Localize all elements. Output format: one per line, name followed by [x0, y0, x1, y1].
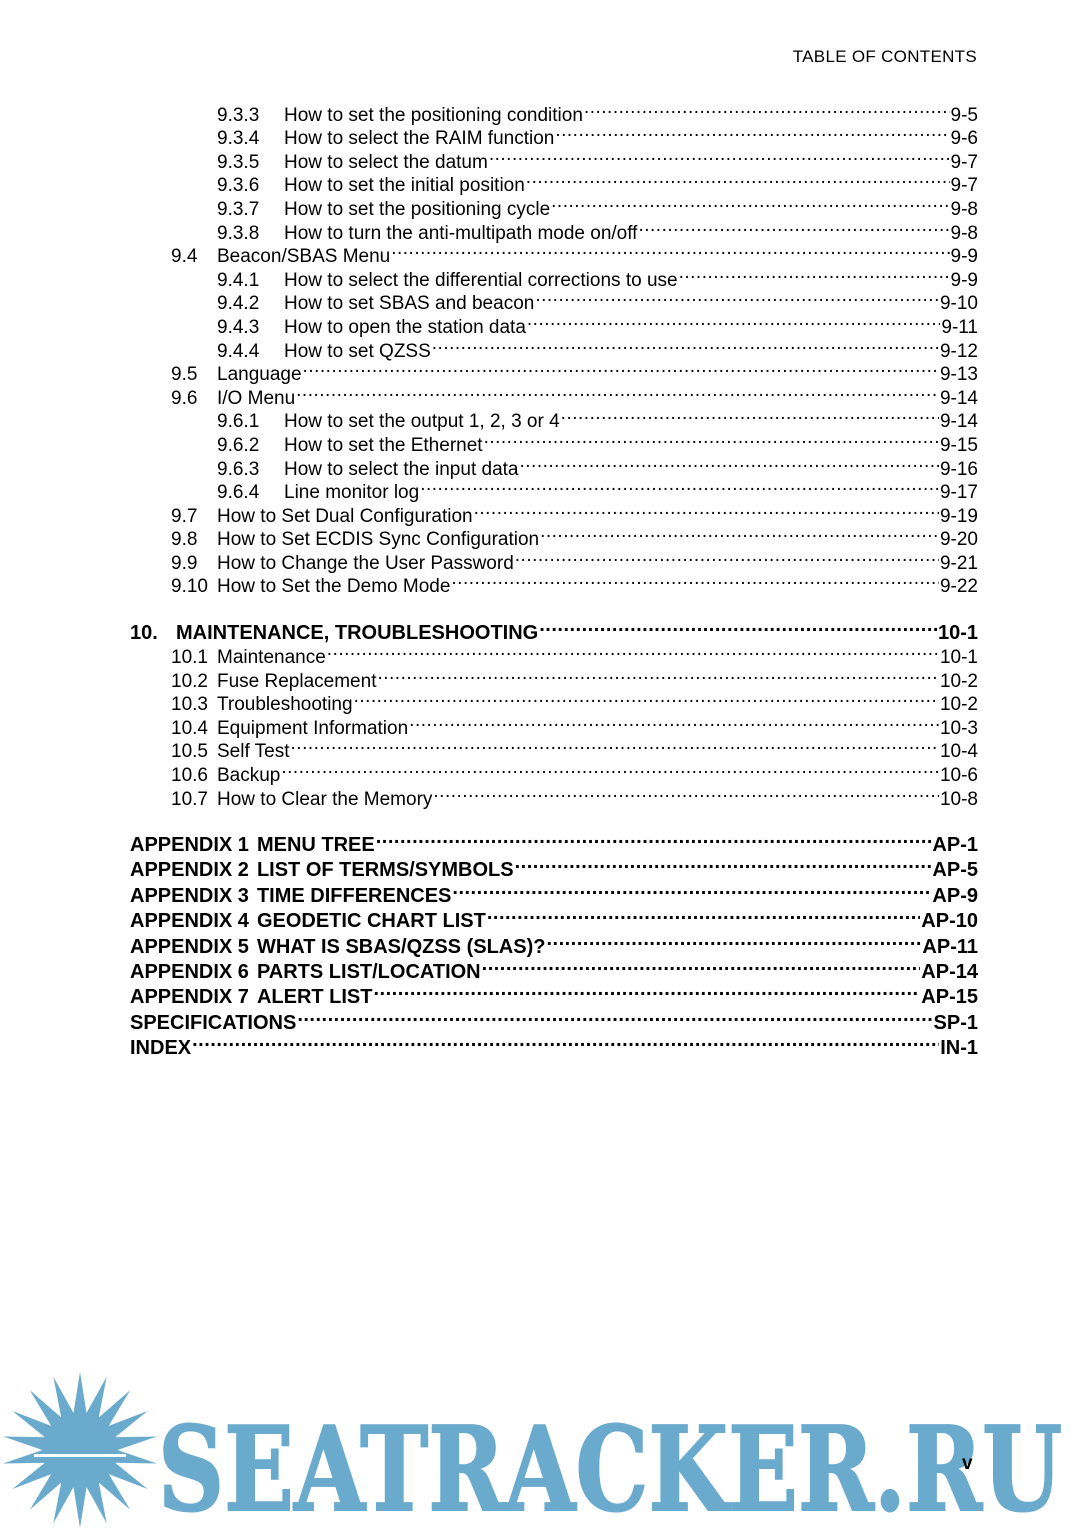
appendix-title: WHAT IS SBAS/QZSS (SLAS)? — [256, 935, 546, 958]
entry-title: How to Change the User Password — [217, 552, 514, 574]
entry-title: Troubleshooting — [217, 694, 353, 716]
entry-page: 9-11 — [941, 316, 978, 338]
entry-page: 9-7 — [950, 175, 978, 197]
entry-page: 9-8 — [950, 198, 978, 220]
entry-title: How to set the Ethernet — [284, 434, 483, 456]
appendix-page: IN-1 — [940, 1037, 978, 1060]
entry-title: How to Set the Demo Mode — [217, 576, 451, 598]
entry-number: 9.3.7 — [217, 198, 260, 220]
dot-leader — [515, 851, 932, 876]
entry-number: 9.9 — [171, 552, 198, 574]
chapter-number: 10. — [130, 622, 158, 645]
dot-leader — [638, 215, 949, 239]
dot-leader — [281, 757, 939, 781]
watermark-logo — [0, 1368, 1080, 1528]
watermark-text: SEATRACKER.RU — [158, 1402, 1062, 1528]
dot-leader — [327, 639, 939, 663]
dot-leader — [192, 1029, 939, 1054]
entry-title: Language — [217, 364, 302, 386]
entry-number: 9.4.1 — [217, 269, 260, 291]
appendix-page: AP-1 — [932, 834, 978, 857]
entry-title: How to Clear the Memory — [217, 788, 433, 810]
entry-number: 9.6.2 — [217, 434, 260, 456]
appendix-number: APPENDIX 5 — [130, 935, 249, 958]
dot-leader — [679, 262, 950, 286]
chapter-page: 10-1 — [937, 622, 978, 645]
entry-title: How to select the RAIM function — [284, 128, 555, 150]
sun-icon — [0, 1368, 1080, 1528]
dot-leader — [482, 953, 921, 978]
page-number: v — [962, 1453, 973, 1474]
entry-title: How to set the positioning cycle — [284, 198, 551, 220]
entry-title: How to set the initial position — [284, 175, 525, 197]
appendix-title: SPECIFICATIONS — [130, 1011, 297, 1034]
entry-title: Backup — [217, 765, 281, 787]
dot-leader — [484, 427, 939, 451]
dot-leader — [535, 286, 939, 310]
dot-leader — [584, 97, 950, 121]
entry-title: I/O Menu — [217, 387, 296, 409]
entry-page: 10-2 — [939, 694, 978, 716]
dot-leader — [551, 191, 949, 215]
entry-page: 9-10 — [939, 293, 978, 315]
entry-page: 9-5 — [950, 104, 978, 126]
appendix-title: INDEX — [130, 1037, 192, 1060]
dot-leader — [515, 545, 939, 569]
entry-title: How to turn the anti-multipath mode on/off — [284, 222, 638, 244]
entry-page: 10-1 — [939, 647, 978, 669]
appendix-page: AP-10 — [921, 910, 978, 933]
entry-page: 9-19 — [939, 505, 978, 527]
entry-title: How to select the differential corrections to use — [284, 269, 678, 291]
appendix-title: ALERT LIST — [256, 986, 373, 1009]
dot-leader — [376, 826, 932, 851]
dot-leader — [296, 380, 939, 404]
appendix-page: AP-9 — [932, 884, 978, 907]
entry-title: Equipment Information — [217, 717, 409, 739]
entry-number: 9.7 — [171, 505, 198, 527]
dot-leader — [409, 710, 939, 734]
entry-page: 9-13 — [939, 364, 978, 386]
entry-title: How to set SBAS and beacon — [284, 293, 535, 315]
appendix-number: APPENDIX 7 — [130, 986, 249, 1009]
entry-page: 10-8 — [939, 788, 978, 810]
appendix-page: AP-5 — [932, 859, 978, 882]
toc-entry[interactable] — [130, 97, 978, 126]
entry-number: 10.2 — [171, 670, 208, 692]
dot-leader — [489, 144, 950, 168]
entry-number: 9.6.4 — [217, 482, 260, 504]
dot-leader — [433, 781, 939, 805]
dot-leader — [432, 333, 939, 357]
entry-page: 9-9 — [950, 246, 978, 268]
entry-title: How to select the input data — [284, 458, 519, 480]
entry-number: 9.8 — [171, 529, 198, 551]
appendix-title: GEODETIC CHART LIST — [256, 910, 486, 933]
entry-page: 10-4 — [939, 741, 978, 763]
table-of-contents — [130, 97, 978, 1060]
entry-title: Beacon/SBAS Menu — [217, 246, 391, 268]
dot-leader — [540, 522, 939, 546]
entry-number: 9.6.1 — [217, 411, 260, 433]
dot-leader — [452, 876, 931, 901]
appendix-title: LIST OF TERMS/SYMBOLS — [256, 859, 514, 882]
entry-page: 9-14 — [939, 411, 978, 433]
entry-title: How to set QZSS — [284, 340, 431, 362]
entry-number: 9.4.2 — [217, 293, 260, 315]
dot-leader — [474, 498, 939, 522]
appendix-page: AP-14 — [921, 960, 978, 983]
chapter-title: MAINTENANCE, TROUBLESHOOTING — [176, 622, 539, 645]
entry-number: 9.3.6 — [217, 175, 260, 197]
entry-number: 9.5 — [171, 364, 198, 386]
entry-number: 9.6.3 — [217, 458, 260, 480]
appendix-number: APPENDIX 6 — [130, 960, 249, 983]
entry-title: How to set the positioning condition — [284, 104, 583, 126]
page-header: TABLE OF CONTENTS — [792, 47, 977, 66]
entry-page: 9-21 — [939, 552, 978, 574]
entry-title: How to select the datum — [284, 151, 488, 173]
entry-page: 9-6 — [950, 128, 978, 150]
appendix-number: APPENDIX 4 — [130, 910, 249, 933]
appendix-entry[interactable] — [130, 826, 978, 857]
entry-title: Fuse Replacement — [217, 670, 377, 692]
entry-number: 10.4 — [171, 717, 208, 739]
entry-number: 9.10 — [171, 576, 208, 598]
dot-leader — [487, 902, 920, 927]
entry-number: 10.7 — [171, 788, 208, 810]
dot-leader — [527, 309, 940, 333]
appendix-title: PARTS LIST/LOCATION — [256, 960, 481, 983]
entry-number: 9.3.3 — [217, 104, 260, 126]
index-entry[interactable] — [130, 1029, 978, 1060]
appendix-page: AP-11 — [922, 935, 978, 958]
dot-leader — [303, 357, 939, 381]
appendix-title: MENU TREE — [256, 834, 375, 857]
appendix-page: SP-1 — [933, 1011, 978, 1034]
dot-leader — [377, 663, 939, 687]
entry-number: 10.1 — [171, 647, 208, 669]
dot-leader — [373, 978, 920, 1003]
entry-title: How to Set Dual Configuration — [217, 505, 473, 527]
entry-page: 10-3 — [939, 717, 978, 739]
appendix-number: APPENDIX 1 — [130, 834, 249, 857]
entry-page: 9-14 — [939, 387, 978, 409]
entry-title: Maintenance — [217, 647, 326, 669]
entry-page: 9-20 — [939, 529, 978, 551]
dot-leader — [420, 475, 939, 499]
entry-page: 10-2 — [939, 670, 978, 692]
dot-leader — [391, 239, 949, 263]
entry-number: 9.3.8 — [217, 222, 260, 244]
entry-title: How to Set ECDIS Sync Configuration — [217, 529, 540, 551]
entry-title: How to open the station data — [284, 316, 526, 338]
appendix-title: TIME DIFFERENCES — [256, 884, 452, 907]
entry-number: 10.5 — [171, 741, 208, 763]
entry-page: 9-9 — [950, 269, 978, 291]
entry-page: 9-8 — [950, 222, 978, 244]
dot-leader — [519, 451, 938, 475]
entry-title: How to set the output 1, 2, 3 or 4 — [284, 411, 560, 433]
dot-leader — [561, 404, 939, 428]
dot-leader — [291, 734, 939, 758]
entry-number: 10.6 — [171, 765, 208, 787]
dot-leader — [539, 613, 937, 639]
entry-number: 9.4.4 — [217, 340, 260, 362]
entry-number: 9.4.3 — [217, 316, 260, 338]
entry-page: 10-6 — [939, 765, 978, 787]
entry-page: 9-16 — [939, 458, 978, 480]
entry-number: 9.4 — [171, 246, 198, 268]
entry-page: 9-15 — [939, 434, 978, 456]
dot-leader — [451, 569, 939, 593]
entry-page: 9-22 — [939, 576, 978, 598]
chapter-heading[interactable] — [130, 613, 978, 645]
entry-page: 9-7 — [950, 151, 978, 173]
appendix-number: APPENDIX 3 — [130, 884, 249, 907]
dot-leader — [526, 168, 950, 192]
dot-leader — [555, 121, 949, 145]
entry-number: 9.3.4 — [217, 128, 260, 150]
dot-leader — [354, 687, 939, 711]
appendix-number: APPENDIX 2 — [130, 859, 249, 882]
appendix-page: AP-15 — [921, 986, 978, 1009]
entry-number: 9.3.5 — [217, 151, 260, 173]
entry-title: Self Test — [217, 741, 290, 763]
dot-leader — [297, 1003, 932, 1028]
entry-title: Line monitor log — [284, 482, 420, 504]
dot-leader — [546, 927, 921, 952]
entry-page: 9-17 — [939, 482, 978, 504]
entry-page: 9-12 — [939, 340, 978, 362]
entry-number: 9.6 — [171, 387, 198, 409]
entry-number: 10.3 — [171, 694, 208, 716]
